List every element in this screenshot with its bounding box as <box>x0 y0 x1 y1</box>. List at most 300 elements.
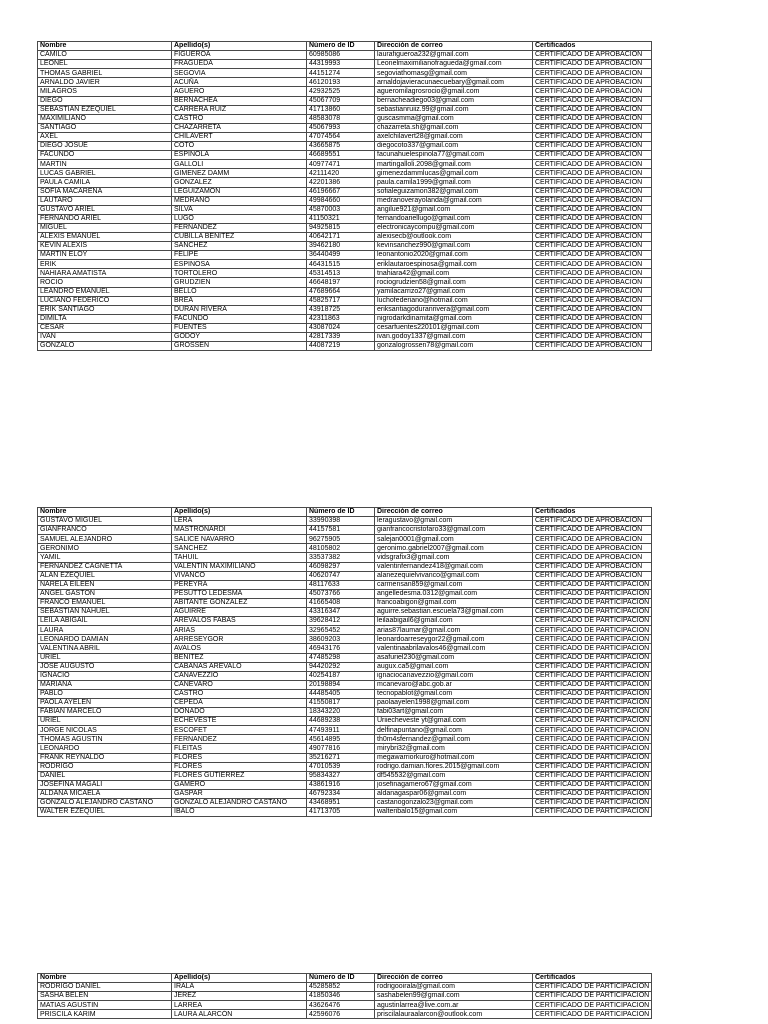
cell-nombre: ARNALDO JAVIER <box>38 78 172 87</box>
cell-nombre: MARTIN ELOY <box>38 251 172 260</box>
cell-apellido: TAHUIL <box>172 553 307 562</box>
table-row <box>38 178 652 187</box>
cell-certificado: CERTIFICADO DE APROBACION <box>533 535 652 544</box>
table-row <box>38 808 652 817</box>
cell-correo: medranoverayolanda@gmail.com <box>375 196 533 205</box>
cell-correo: gonzalogrossen78@gmail.com <box>375 342 533 351</box>
cell-numero-id: 95834327 <box>307 771 375 780</box>
cell-nombre: MILAGROS <box>38 87 172 96</box>
cell-numero-id: 43316347 <box>307 608 375 617</box>
cell-nombre: MIGUEL <box>38 223 172 232</box>
table-row <box>38 689 652 698</box>
cell-nombre: ALEXIS EMANUEL <box>38 232 172 241</box>
cell-nombre: VALENTINA ABRIL <box>38 644 172 653</box>
cell-nombre: ALAN EZEQUIEL <box>38 571 172 580</box>
cell-numero-id: 46648197 <box>307 278 375 287</box>
cell-numero-id: 46792334 <box>307 789 375 798</box>
cell-nombre: ROCIO <box>38 278 172 287</box>
cell-certificado: CERTIFICADO DE APROBACION <box>533 260 652 269</box>
cell-numero-id: 40254187 <box>307 671 375 680</box>
cell-correo: valentinaabrilavalos46@gmail.com <box>375 644 533 653</box>
cell-correo: vidsgrafix3@gmail.com <box>375 553 533 562</box>
cell-certificado: CERTIFICADO DE PARTICIPACION <box>533 744 652 753</box>
cell-nombre: MATIAS AGUSTIN <box>38 1001 172 1010</box>
cell-correo: guscasmma@gmail.com <box>375 114 533 123</box>
cell-certificado: CERTIFICADO DE PARTICIPACION <box>533 626 652 635</box>
cell-numero-id: 47689664 <box>307 287 375 296</box>
participants-table-2 <box>37 507 652 817</box>
table-row <box>38 342 652 351</box>
cell-certificado: CERTIFICADO DE PARTICIPACION <box>533 753 652 762</box>
cell-numero-id: 43626476 <box>307 1001 375 1010</box>
cell-certificado: CERTIFICADO DE APROBACION <box>533 553 652 562</box>
table-row <box>38 644 652 653</box>
cell-certificado: CERTIFICADO DE PARTICIPACION <box>533 1001 652 1010</box>
table-row <box>38 744 652 753</box>
cell-apellido: FERNANDEZ <box>172 223 307 232</box>
table-row <box>38 698 652 707</box>
cell-certificado: CERTIFICADO DE APROBACION <box>533 287 652 296</box>
cell-certificado: CERTIFICADO DE APROBACION <box>533 269 652 278</box>
table-row <box>38 60 652 69</box>
cell-nombre: FERNANDEZ CAGNETTA <box>38 562 172 571</box>
table-row <box>38 799 652 808</box>
cell-numero-id: 33990398 <box>307 517 375 526</box>
table-row <box>38 69 652 78</box>
cell-correo: tnahiara42@gmail.com <box>375 269 533 278</box>
table-row <box>38 780 652 789</box>
cell-correo: rociogrudzien58@gmail.com <box>375 278 533 287</box>
cell-nombre: FERNANDO ARIEL <box>38 214 172 223</box>
table-row <box>38 617 652 626</box>
cell-nombre: THOMAS GABRIEL <box>38 69 172 78</box>
header-nombre: Nombre <box>38 42 172 51</box>
cell-nombre: PRISCILA KARIM <box>38 1010 172 1019</box>
cell-certificado: CERTIFICADO DE APROBACION <box>533 544 652 553</box>
cell-correo: axelchilavert28@gmail.com <box>375 132 533 141</box>
table-row <box>38 626 652 635</box>
table-row <box>38 187 652 196</box>
cell-apellido: SEGOVIA <box>172 69 307 78</box>
cell-numero-id: 41713860 <box>307 105 375 114</box>
cell-nombre: CESAR <box>38 323 172 332</box>
cell-correo: gimenezdammlucas@gmail.com <box>375 169 533 178</box>
header-apellido: Apellido(s) <box>172 974 307 983</box>
header-certificado: Certificados <box>533 42 652 51</box>
cell-correo: cesarfuentes220101@gmail.com <box>375 323 533 332</box>
cell-numero-id: 45067709 <box>307 96 375 105</box>
cell-numero-id: 49984660 <box>307 196 375 205</box>
table-row <box>38 735 652 744</box>
cell-apellido: CABAÑAS AREVALO <box>172 662 307 671</box>
table-row <box>38 78 652 87</box>
cell-apellido: MEDRANO <box>172 196 307 205</box>
cell-nombre: THOMAS AGUSTIN <box>38 735 172 744</box>
cell-numero-id: 41550817 <box>307 698 375 707</box>
cell-correo: chazarreta.sh@gmail.com <box>375 123 533 132</box>
table-row <box>38 571 652 580</box>
cell-numero-id: 38609203 <box>307 635 375 644</box>
cell-numero-id: 42111420 <box>307 169 375 178</box>
cell-correo: th0m4sfernandez@gmail.com <box>375 735 533 744</box>
cell-correo: arias87laumar@gmail.com <box>375 626 533 635</box>
cell-apellido: FERNANDEZ <box>172 735 307 744</box>
cell-nombre: JOSEFINA MAGALI <box>38 780 172 789</box>
cell-certificado: CERTIFICADO DE APROBACION <box>533 296 652 305</box>
cell-correo: eriklautaroespinosa@gmail.com <box>375 260 533 269</box>
cell-correo: tecnopablot@gmail.com <box>375 689 533 698</box>
cell-apellido: CHILAVERT <box>172 132 307 141</box>
table-row <box>38 269 652 278</box>
cell-nombre: RODRIGO DANIEL <box>38 983 172 992</box>
cell-certificado: CERTIFICADO DE PARTICIPACION <box>533 698 652 707</box>
cell-numero-id: 45067993 <box>307 123 375 132</box>
cell-apellido: ACUÑA <box>172 78 307 87</box>
table-row <box>38 562 652 571</box>
table-row <box>38 635 652 644</box>
cell-nombre: LEONARDO DAMIAN <box>38 635 172 644</box>
header-apellido: Apellido(s) <box>172 508 307 517</box>
cell-correo: megawarriorkuro@hotmail.com <box>375 753 533 762</box>
cell-apellido: TORTOLERO <box>172 269 307 278</box>
cell-apellido: CANEVARO <box>172 680 307 689</box>
table-row <box>38 132 652 141</box>
cell-numero-id: 41850346 <box>307 992 375 1001</box>
cell-apellido: CEPEDA <box>172 698 307 707</box>
cell-certificado: CERTIFICADO DE PARTICIPACION <box>533 598 652 607</box>
cell-numero-id: 42932525 <box>307 87 375 96</box>
cell-apellido: COTO <box>172 142 307 151</box>
cell-certificado: CERTIFICADO DE PARTICIPACION <box>533 808 652 817</box>
cell-correo: leragustavo@gmail.com <box>375 517 533 526</box>
cell-correo: francoabigon@gmail.com <box>375 598 533 607</box>
cell-certificado: CERTIFICADO DE APROBACION <box>533 333 652 342</box>
cell-certificado: CERTIFICADO DE APROBACION <box>533 78 652 87</box>
cell-certificado: CERTIFICADO DE PARTICIPACION <box>533 653 652 662</box>
cell-nombre: IGNACIO <box>38 671 172 680</box>
cell-numero-id: 40642171 <box>307 232 375 241</box>
cell-numero-id: 42817339 <box>307 333 375 342</box>
cell-correo: rodrigo.damian.flores.2015@gmail.com <box>375 762 533 771</box>
table-row <box>38 196 652 205</box>
table-row <box>38 114 652 123</box>
table-row <box>38 260 652 269</box>
cell-correo: martingalloli.2098@gmail.com <box>375 160 533 169</box>
cell-numero-id: 32965452 <box>307 626 375 635</box>
cell-apellido: LARREA <box>172 1001 307 1010</box>
cell-certificado: CERTIFICADO DE APROBACION <box>533 114 652 123</box>
cell-correo: kevinsanchez990@gmail.com <box>375 242 533 251</box>
cell-nombre: DIMILTA <box>38 314 172 323</box>
cell-nombre: GERONIMO <box>38 544 172 553</box>
table-row <box>38 123 652 132</box>
cell-nombre: MAXIMILIANO <box>38 114 172 123</box>
cell-correo: salejan0001@gmail.com <box>375 535 533 544</box>
cell-apellido: ESCOFET <box>172 726 307 735</box>
cell-correo: agueromilagrosrocio@gmail.com <box>375 87 533 96</box>
cell-numero-id: 47493911 <box>307 726 375 735</box>
cell-certificado: CERTIFICADO DE APROBACION <box>533 562 652 571</box>
table-row <box>38 608 652 617</box>
table-row <box>38 1001 652 1010</box>
cell-correo: sofialeguizamon382@gmail.com <box>375 187 533 196</box>
cell-nombre: DIEGO <box>38 96 172 105</box>
cell-correo: agustinlarrea@live.com.ar <box>375 1001 533 1010</box>
cell-nombre: LEILA ABIGAIL <box>38 617 172 626</box>
cell-correo: ivan.godoy1337@gmail.com <box>375 333 533 342</box>
table-row <box>38 242 652 251</box>
cell-certificado: CERTIFICADO DE APROBACION <box>533 278 652 287</box>
cell-apellido: SANCHEZ <box>172 242 307 251</box>
cell-numero-id: 43918725 <box>307 305 375 314</box>
cell-nombre: ERIK SANTIAGO <box>38 305 172 314</box>
cell-numero-id: 45285852 <box>307 983 375 992</box>
cell-numero-id: 39462180 <box>307 242 375 251</box>
table-row <box>38 753 652 762</box>
cell-correo: sebastianruiiz.99@gmail.com <box>375 105 533 114</box>
table-row <box>38 762 652 771</box>
cell-apellido: FUENTES <box>172 323 307 332</box>
cell-nombre: MARIANA <box>38 680 172 689</box>
cell-apellido: ARRESEYGOR <box>172 635 307 644</box>
cell-certificado: CERTIFICADO DE PARTICIPACION <box>533 689 652 698</box>
cell-numero-id: 40977471 <box>307 160 375 169</box>
cell-nombre: ÁNGEL GASTÓN <box>38 589 172 598</box>
cell-apellido: ARIAS <box>172 626 307 635</box>
cell-nombre: JOSE AUGUSTO <box>38 662 172 671</box>
cell-certificado: CERTIFICADO DE APROBACION <box>533 96 652 105</box>
cell-numero-id: 39628412 <box>307 617 375 626</box>
cell-correo: electronicaycompu@gmail.com <box>375 223 533 232</box>
cell-nombre: NAHIARA AMATISTA <box>38 269 172 278</box>
table-row <box>38 305 652 314</box>
cell-nombre: RODRIGO <box>38 762 172 771</box>
table-row <box>38 1010 652 1019</box>
cell-certificado: CERTIFICADO DE APROBACION <box>533 60 652 69</box>
cell-numero-id: 35216271 <box>307 753 375 762</box>
cell-correo: diegocoto337@gmail.com <box>375 142 533 151</box>
cell-apellido: IRALA <box>172 983 307 992</box>
cell-numero-id: 46431515 <box>307 260 375 269</box>
cell-correo: segoviathomasg@gmail.com <box>375 69 533 78</box>
cell-numero-id: 44087219 <box>307 342 375 351</box>
cell-certificado: CERTIFICADO DE PARTICIPACION <box>533 799 652 808</box>
cell-correo: angilue921@gmail.com <box>375 205 533 214</box>
cell-apellido: FLORES GUTIÉRREZ <box>172 771 307 780</box>
cell-numero-id: 48117633 <box>307 580 375 589</box>
table-row <box>38 589 652 598</box>
cell-correo: bernacheadiego03@gmail.com <box>375 96 533 105</box>
cell-apellido: VIVANCO <box>172 571 307 580</box>
cell-correo: walteribalo15@gmail.com <box>375 808 533 817</box>
cell-certificado: CERTIFICADO DE APROBACION <box>533 571 652 580</box>
cell-correo: eriksantiagoduranrivera@gmail.com <box>375 305 533 314</box>
cell-correo: paula.camila1999@gmail.com <box>375 178 533 187</box>
cell-numero-id: 36440499 <box>307 251 375 260</box>
header-row <box>38 42 652 51</box>
cell-certificado: CERTIFICADO DE PARTICIPACION <box>533 1010 652 1019</box>
table-row <box>38 232 652 241</box>
cell-numero-id: 94925815 <box>307 223 375 232</box>
cell-certificado: CERTIFICADO DE APROBACION <box>533 232 652 241</box>
cell-apellido: BELLO <box>172 287 307 296</box>
cell-certificado: CERTIFICADO DE APROBACION <box>533 142 652 151</box>
cell-apellido: FRAGUEDA <box>172 60 307 69</box>
cell-correo: luchofederiano@hotmail.com <box>375 296 533 305</box>
cell-apellido: ABITANTE GONZALEZ <box>172 598 307 607</box>
cell-apellido: AGÜERO <box>172 87 307 96</box>
cell-correo: Uriiecheveste yt@gmail.com <box>375 717 533 726</box>
cell-numero-id: 41713705 <box>307 808 375 817</box>
cell-correo: aguirre.sebastian.escuela73@gmail.com <box>375 608 533 617</box>
cell-certificado: CERTIFICADO DE PARTICIPACION <box>533 608 652 617</box>
header-apellido: Apellido(s) <box>172 42 307 51</box>
cell-certificado: CERTIFICADO DE PARTICIPACION <box>533 617 652 626</box>
header-correo: Dirección de correo <box>375 974 533 983</box>
cell-certificado: CERTIFICADO DE APROBACION <box>533 87 652 96</box>
cell-certificado: CERTIFICADO DE PARTICIPACION <box>533 717 652 726</box>
cell-certificado: CERTIFICADO DE APROBACION <box>533 342 652 351</box>
table-row <box>38 223 652 232</box>
table-row <box>38 323 652 332</box>
cell-apellido: BENITEZ <box>172 653 307 662</box>
cell-certificado: CERTIFICADO DE APROBACION <box>533 187 652 196</box>
table-row <box>38 151 652 160</box>
table-row <box>38 598 652 607</box>
cell-nombre: URIEL <box>38 717 172 726</box>
cell-certificado: CERTIFICADO DE PARTICIPACION <box>533 983 652 992</box>
cell-numero-id: 40620747 <box>307 571 375 580</box>
cell-certificado: CERTIFICADO DE APROBACION <box>533 251 652 260</box>
cell-certificado: CERTIFICADO DE APROBACION <box>533 526 652 535</box>
cell-numero-id: 45073766 <box>307 589 375 598</box>
cell-apellido: ESPINOLA <box>172 151 307 160</box>
cell-certificado: CERTIFICADO DE PARTICIPACION <box>533 780 652 789</box>
cell-apellido: GONZALO ALEJANDRO CASTAÑO <box>172 799 307 808</box>
cell-nombre: DIEGO JOSUE <box>38 142 172 151</box>
table-row <box>38 983 652 992</box>
cell-correo: facunahuelespinola77@gmail.com <box>375 151 533 160</box>
cell-apellido: GIMENEZ DAMM <box>172 169 307 178</box>
cell-correo: augux.ca5@gmail.com <box>375 662 533 671</box>
cell-apellido: BREA <box>172 296 307 305</box>
cell-apellido: ECHEVESTE <box>172 717 307 726</box>
cell-apellido: CHAZARRETA <box>172 123 307 132</box>
cell-apellido: SANCHEZ <box>172 544 307 553</box>
cell-certificado: CERTIFICADO DE APROBACION <box>533 223 652 232</box>
table-row <box>38 251 652 260</box>
cell-correo: alanezequielvivanco@gmail.com <box>375 571 533 580</box>
cell-apellido: BERNACHEA <box>172 96 307 105</box>
cell-nombre: SAMUEL ALEJANDRO <box>38 535 172 544</box>
cell-certificado: CERTIFICADO DE PARTICIPACION <box>533 589 652 598</box>
table-row <box>38 96 652 105</box>
table-row <box>38 544 652 553</box>
cell-apellido: GODOY <box>172 333 307 342</box>
cell-numero-id: 45314513 <box>307 269 375 278</box>
table-row <box>38 169 652 178</box>
cell-correo: leonardoarreseygor22@gmail.com <box>375 635 533 644</box>
table-row <box>38 662 652 671</box>
cell-correo: priscilalauraalarcon@outlook.com <box>375 1010 533 1019</box>
cell-numero-id: 48105802 <box>307 544 375 553</box>
cell-certificado: CERTIFICADO DE PARTICIPACION <box>533 789 652 798</box>
header-correo: Dirección de correo <box>375 508 533 517</box>
table-row <box>38 992 652 1001</box>
cell-apellido: AREVALOS FABAS <box>172 617 307 626</box>
cell-correo: paolaayelen1998@gmail.com <box>375 698 533 707</box>
cell-nombre: PAOLA AYELEN <box>38 698 172 707</box>
cell-correo: mirybri32@gmail.com <box>375 744 533 753</box>
table-row <box>38 553 652 562</box>
cell-nombre: DANIEL <box>38 771 172 780</box>
cell-numero-id: 44485405 <box>307 689 375 698</box>
cell-correo: josefinagamero67@gmail.com <box>375 780 533 789</box>
cell-certificado: CERTIFICADO DE APROBACION <box>533 323 652 332</box>
cell-numero-id: 46120193 <box>307 78 375 87</box>
cell-numero-id: 20198894 <box>307 680 375 689</box>
cell-nombre: FRANCO EMANUEL <box>38 598 172 607</box>
cell-correo: yamilacarrizo27@gmail.com <box>375 287 533 296</box>
cell-certificado: CERTIFICADO DE APROBACION <box>533 51 652 60</box>
cell-apellido: VALENTIN MAXIMILIANO <box>172 562 307 571</box>
cell-apellido: SALICE NAVARRO <box>172 535 307 544</box>
cell-correo: sashabelen99@gmail.com <box>375 992 533 1001</box>
cell-correo: nigrodarkdinamita@gmail.com <box>375 314 533 323</box>
cell-apellido: GAMERO <box>172 780 307 789</box>
cell-certificado: CERTIFICADO DE APROBACION <box>533 178 652 187</box>
cell-nombre: ERIK <box>38 260 172 269</box>
cell-numero-id: 44151274 <box>307 69 375 78</box>
cell-certificado: CERTIFICADO DE APROBACION <box>533 105 652 114</box>
cell-numero-id: 43468951 <box>307 799 375 808</box>
header-nombre: Nombre <box>38 508 172 517</box>
cell-apellido: JEREZ <box>172 992 307 1001</box>
table-row <box>38 87 652 96</box>
cell-apellido: FLORES <box>172 753 307 762</box>
cell-numero-id: 94420292 <box>307 662 375 671</box>
cell-certificado: CERTIFICADO DE APROBACION <box>533 305 652 314</box>
cell-apellido: GALLOLI <box>172 160 307 169</box>
header-numero-id: Número de ID <box>307 974 375 983</box>
cell-nombre: GUSTAVO ARIEL <box>38 205 172 214</box>
cell-correo: gianfrancocristofaro33@gmail.com <box>375 526 533 535</box>
cell-correo: fernandoariellugo@gmail.com <box>375 214 533 223</box>
table-row <box>38 789 652 798</box>
cell-correo: valentinfernandez418@gmail.com <box>375 562 533 571</box>
cell-numero-id: 44319993 <box>307 60 375 69</box>
table-row <box>38 708 652 717</box>
header-numero-id: Número de ID <box>307 42 375 51</box>
cell-nombre: GUSTAVO MIGUEL <box>38 517 172 526</box>
cell-correo: Leonelmaximilianofragueda@gmail.com <box>375 60 533 69</box>
cell-apellido: LERA <box>172 517 307 526</box>
cell-apellido: CUBILLA BENITEZ <box>172 232 307 241</box>
cell-correo: mcanevaro@abc.gob.ar <box>375 680 533 689</box>
cell-certificado: CERTIFICADO DE APROBACION <box>533 205 652 214</box>
table-row <box>38 517 652 526</box>
cell-nombre: LEONARDO <box>38 744 172 753</box>
cell-apellido: AGUIRRE <box>172 608 307 617</box>
cell-nombre: KEVIN ALEXIS <box>38 242 172 251</box>
cell-apellido: FLEITAS <box>172 744 307 753</box>
table-row <box>38 105 652 114</box>
cell-numero-id: 45825717 <box>307 296 375 305</box>
cell-numero-id: 45870003 <box>307 205 375 214</box>
cell-numero-id: 18343220 <box>307 708 375 717</box>
cell-nombre: SASHA BELEN <box>38 992 172 1001</box>
cell-certificado: CERTIFICADO DE PARTICIPACION <box>533 644 652 653</box>
